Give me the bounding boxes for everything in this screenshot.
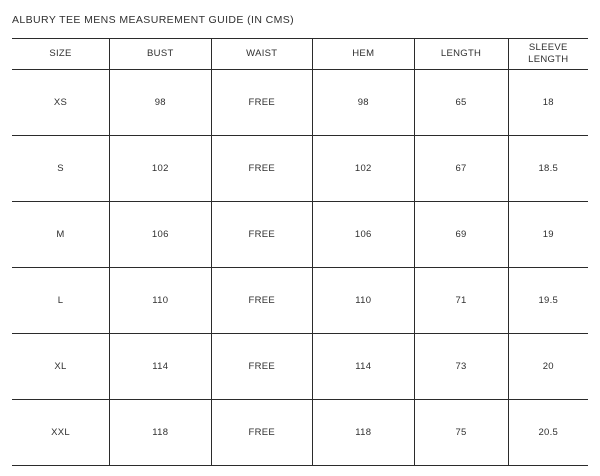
cell-bust: 106 xyxy=(110,202,211,268)
table-row xyxy=(12,268,588,334)
cell-hem: 102 xyxy=(313,136,414,202)
cell-size: L xyxy=(12,268,110,334)
cell-bust: 102 xyxy=(110,136,211,202)
cell-size: M xyxy=(12,202,110,268)
table-header xyxy=(12,39,588,70)
cell-bust: 98 xyxy=(110,70,211,136)
column-header-sleeve-length: SLEEVE LENGTH xyxy=(508,39,588,70)
size-chart-container xyxy=(12,38,588,466)
cell-length: 65 xyxy=(414,70,508,136)
column-header-bust: BUST xyxy=(110,39,211,70)
cell-size: XXL xyxy=(12,400,110,466)
cell-sleeve-length: 18 xyxy=(508,70,588,136)
cell-waist: FREE xyxy=(211,400,312,466)
cell-sleeve-length: 19 xyxy=(508,202,588,268)
column-header-length: LENGTH xyxy=(414,39,508,70)
cell-waist: FREE xyxy=(211,268,312,334)
cell-sleeve-length: 20 xyxy=(508,334,588,400)
cell-length: 69 xyxy=(414,202,508,268)
cell-length: 67 xyxy=(414,136,508,202)
table-header-row xyxy=(12,39,588,70)
cell-hem: 110 xyxy=(313,268,414,334)
cell-length: 75 xyxy=(414,400,508,466)
cell-hem: 98 xyxy=(313,70,414,136)
cell-hem: 118 xyxy=(313,400,414,466)
cell-waist: FREE xyxy=(211,136,312,202)
table-row xyxy=(12,136,588,202)
cell-sleeve-length: 19.5 xyxy=(508,268,588,334)
cell-bust: 114 xyxy=(110,334,211,400)
cell-size: XL xyxy=(12,334,110,400)
table-row xyxy=(12,70,588,136)
cell-waist: FREE xyxy=(211,202,312,268)
cell-waist: FREE xyxy=(211,70,312,136)
table-row xyxy=(12,202,588,268)
table-body xyxy=(12,70,588,466)
column-header-size: SIZE xyxy=(12,39,110,70)
column-header-hem: HEM xyxy=(313,39,414,70)
cell-bust: 110 xyxy=(110,268,211,334)
table-row xyxy=(12,400,588,466)
cell-size: XS xyxy=(12,70,110,136)
cell-length: 71 xyxy=(414,268,508,334)
cell-sleeve-length: 20.5 xyxy=(508,400,588,466)
cell-length: 73 xyxy=(414,334,508,400)
cell-hem: 106 xyxy=(313,202,414,268)
cell-hem: 114 xyxy=(313,334,414,400)
cell-bust: 118 xyxy=(110,400,211,466)
cell-sleeve-length: 18.5 xyxy=(508,136,588,202)
cell-waist: FREE xyxy=(211,334,312,400)
column-header-waist: WAIST xyxy=(211,39,312,70)
page-title: ALBURY TEE MENS MEASUREMENT GUIDE (IN CMS) xyxy=(12,14,295,26)
measurement-table xyxy=(12,38,588,466)
table-row xyxy=(12,334,588,400)
cell-size: S xyxy=(12,136,110,202)
